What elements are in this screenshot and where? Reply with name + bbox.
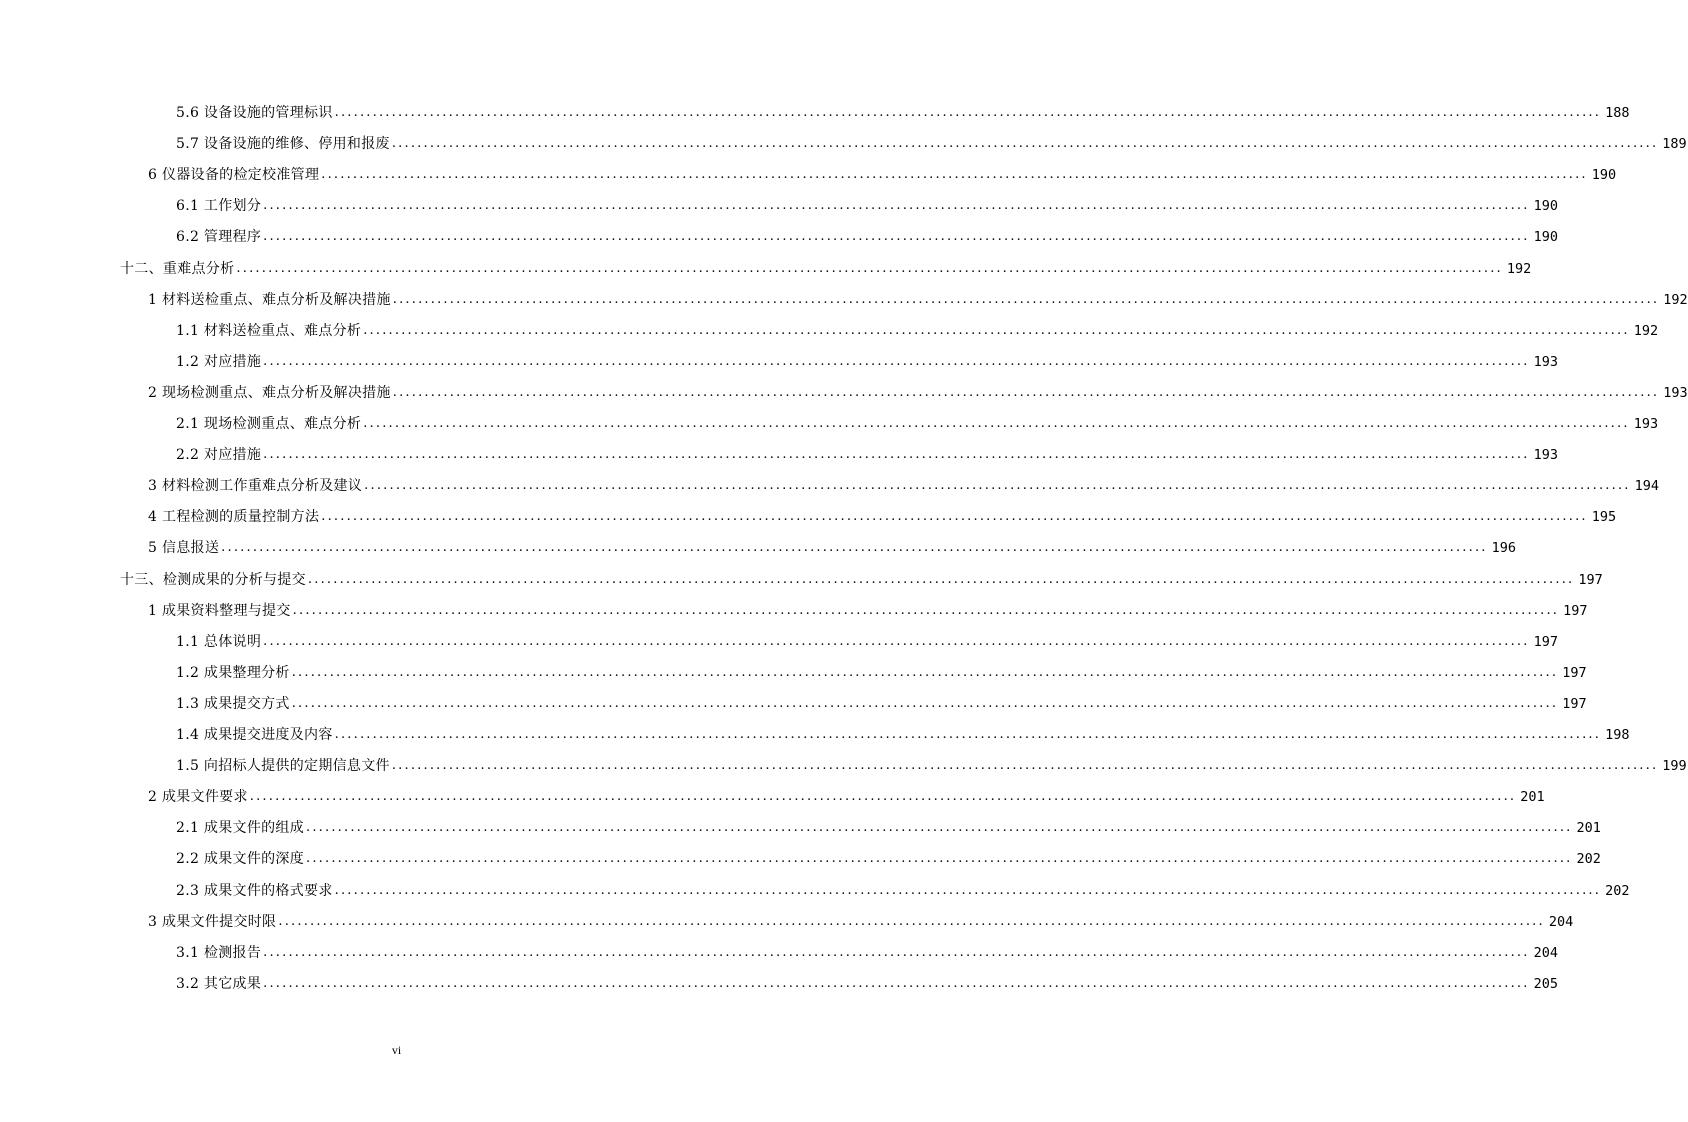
toc-dot-leader: ........................................................................................................................................................................................................ <box>363 322 1630 338</box>
toc-entry[interactable] <box>176 691 1587 713</box>
toc-entry-page-number: 196 <box>1491 540 1517 557</box>
toc-entry[interactable] <box>148 504 1617 526</box>
toc-entry-page-number: 189 <box>1662 136 1687 153</box>
toc-entry[interactable] <box>176 100 1630 122</box>
toc-entry-title: 1.4 成果提交进度及内容 <box>176 727 333 743</box>
toc-entry-page-number: 192 <box>1633 322 1659 339</box>
toc-dot-leader: ........................................................................................................................................................................................................ <box>364 478 1631 494</box>
toc-dot-leader: ........................................................................................................................................................................................................ <box>291 664 1559 680</box>
toc-entry[interactable] <box>176 442 1558 464</box>
toc-entry[interactable] <box>148 380 1688 402</box>
toc-entry[interactable] <box>148 909 1574 931</box>
toc-dot-leader: ........................................................................................................................................................................................................ <box>307 571 1575 587</box>
toc-entry[interactable] <box>148 473 1660 495</box>
toc-entry-title: 1.1 总体说明 <box>176 633 262 650</box>
toc-entry-title: 2.1 成果文件的组成 <box>176 820 305 837</box>
toc-entry[interactable] <box>176 349 1558 371</box>
toc-dot-leader: ........................................................................................................................................................................................................ <box>306 820 1573 836</box>
toc-entry-page-number: 197 <box>1562 695 1587 712</box>
toc-entry-title: 5.6 设备设施的管理标识 <box>176 105 333 121</box>
toc-entry-title: 1.3 成果提交方式 <box>176 695 290 712</box>
toc-entry[interactable] <box>176 224 1558 246</box>
toc-entry-title: 2 成果文件要求 <box>148 789 248 806</box>
toc-entry-page-number: 199 <box>1662 758 1687 775</box>
toc-entry-title: 1.1 材料送检重点、难点分析 <box>176 322 362 339</box>
toc-entry-page-number: 204 <box>1533 944 1558 961</box>
toc-dot-leader: ........................................................................................................................................................................................................ <box>221 540 1488 556</box>
toc-dot-leader: ........................................................................................................................................................................................................ <box>391 136 1659 152</box>
toc-dot-leader: ........................................................................................................................................................................................................ <box>392 291 1660 307</box>
toc-entry-title: 十二、重难点分析 <box>120 260 235 277</box>
toc-entry-page-number: 202 <box>1605 882 1630 899</box>
toc-dot-leader: ........................................................................................................................................................................................................ <box>263 633 1530 649</box>
toc-entry-page-number: 193 <box>1633 416 1659 432</box>
toc-dot-leader: ........................................................................................................................................................................................................ <box>363 416 1630 431</box>
toc-entry[interactable] <box>176 722 1630 744</box>
toc-entry-title: 1.2 成果整理分析 <box>176 664 290 681</box>
toc-entry[interactable] <box>148 535 1517 557</box>
toc-entry-page-number: 188 <box>1605 105 1630 121</box>
toc-entry[interactable] <box>176 131 1687 153</box>
toc-dot-leader: ........................................................................................................................................................................................................ <box>321 167 1588 183</box>
toc-entry-title: 3.1 检测报告 <box>176 944 262 961</box>
toc-entry-title: 十三、检测成果的分析与提交 <box>120 571 306 588</box>
toc-dot-leader: ........................................................................................................................................................................................................ <box>263 447 1530 463</box>
toc-dot-leader: ........................................................................................................................................................................................................ <box>278 913 1545 929</box>
toc-entry[interactable] <box>176 629 1558 651</box>
toc-entry-title: 4 工程检测的质量控制方法 <box>148 509 320 526</box>
toc-entry[interactable] <box>176 846 1601 868</box>
toc-entry-page-number: 192 <box>1663 291 1688 308</box>
toc-entry-title: 2.1 现场检测重点、难点分析 <box>176 416 362 432</box>
toc-entry-page-number: 195 <box>1591 509 1617 526</box>
toc-dot-leader: ........................................................................................................................................................................................................ <box>263 353 1530 369</box>
toc-entry-page-number: 194 <box>1634 478 1660 495</box>
toc-entry-page-number: 190 <box>1591 167 1617 184</box>
toc-entry-page-number: 193 <box>1533 447 1558 464</box>
toc-entry-title: 3.2 其它成果 <box>176 975 262 992</box>
toc-entry[interactable] <box>148 784 1545 806</box>
toc-entry[interactable] <box>120 567 1603 589</box>
toc-entry-page-number: 205 <box>1533 975 1558 992</box>
toc-entry[interactable] <box>176 411 1659 433</box>
toc-entry[interactable] <box>120 256 1532 278</box>
toc-entry-title: 1.2 对应措施 <box>176 353 262 370</box>
toc-entry-page-number: 204 <box>1548 913 1574 930</box>
toc-dot-leader: ........................................................................................................................................................................................................ <box>236 260 1503 276</box>
toc-dot-leader: ........................................................................................................................................................................................................ <box>263 198 1530 214</box>
toc-entry-page-number: 193 <box>1663 384 1688 401</box>
toc-entry-page-number: 193 <box>1533 353 1558 370</box>
toc-entry[interactable] <box>148 162 1617 184</box>
toc-entry-title: 2.3 成果文件的格式要求 <box>176 882 333 899</box>
toc-dot-leader: ........................................................................................................................................................................................................ <box>263 944 1530 960</box>
toc-entry[interactable] <box>176 193 1558 215</box>
toc-entry[interactable] <box>176 753 1687 775</box>
toc-dot-leader: ........................................................................................................................................................................................................ <box>334 105 1602 120</box>
toc-entry-page-number: 197 <box>1533 633 1558 650</box>
toc-entry[interactable] <box>176 660 1587 682</box>
toc-entry-title: 2 现场检测重点、难点分析及解决措施 <box>148 384 391 401</box>
toc-entry-page-number: 197 <box>1562 664 1587 681</box>
toc-entry[interactable] <box>176 940 1558 962</box>
toc-dot-leader: ........................................................................................................................................................................................................ <box>291 695 1559 711</box>
toc-dot-leader: ........................................................................................................................................................................................................ <box>391 758 1659 774</box>
toc-entry-page-number: 201 <box>1520 789 1545 806</box>
page-number-footer: vi <box>391 1043 402 1057</box>
toc-dot-leader: ........................................................................................................................................................................................................ <box>392 384 1660 400</box>
toc-entry-title: 2.2 对应措施 <box>176 447 262 464</box>
toc-entry-page-number: 201 <box>1576 820 1601 837</box>
toc-entry-title: 3 成果文件提交时限 <box>148 913 277 930</box>
toc-dot-leader: ........................................................................................................................................................................................................ <box>334 882 1602 898</box>
toc-entry-title: 6.2 管理程序 <box>176 229 262 246</box>
toc-dot-leader: ........................................................................................................................................................................................................ <box>249 789 1517 805</box>
toc-entry[interactable] <box>176 815 1601 837</box>
toc-dot-leader: ........................................................................................................................................................................................................ <box>263 229 1530 245</box>
toc-dot-leader: ........................................................................................................................................................................................................ <box>334 727 1602 742</box>
toc-entry[interactable] <box>176 318 1659 340</box>
toc-dot-leader: ........................................................................................................................................................................................................ <box>263 975 1530 991</box>
toc-entry-title: 6 仪器设备的检定校准管理 <box>148 167 320 184</box>
toc-dot-leader: ........................................................................................................................................................................................................ <box>306 851 1573 867</box>
toc-dot-leader: ........................................................................................................................................................................................................ <box>321 509 1588 525</box>
toc-entry-page-number: 198 <box>1605 727 1630 743</box>
toc-entry-title: 1.5 向招标人提供的定期信息文件 <box>176 758 390 775</box>
toc-entry-title: 6.1 工作划分 <box>176 198 262 215</box>
toc-entry-page-number: 197 <box>1578 571 1603 588</box>
toc-entry-title: 5 信息报送 <box>148 540 220 557</box>
toc-entry[interactable] <box>148 598 1588 620</box>
toc-entry-page-number: 190 <box>1533 198 1558 215</box>
toc-entry-title: 1 材料送检重点、难点分析及解决措施 <box>148 291 391 308</box>
toc-entry-page-number: 197 <box>1563 602 1588 619</box>
toc-entry-title: 1 成果资料整理与提交 <box>148 602 291 619</box>
toc-entry[interactable] <box>176 878 1630 900</box>
toc-entry-page-number: 192 <box>1506 260 1532 277</box>
toc-entry[interactable] <box>148 287 1688 309</box>
toc-entry-page-number: 202 <box>1576 851 1601 868</box>
toc-dot-leader: ........................................................................................................................................................................................................ <box>292 602 1560 618</box>
toc-entry-title: 3 材料检测工作重难点分析及建议 <box>148 478 363 495</box>
toc-entry-title: 5.7 设备设施的维修、停用和报废 <box>176 136 390 153</box>
toc-entry-title: 2.2 成果文件的深度 <box>176 851 305 868</box>
toc-entry-page-number: 190 <box>1533 229 1558 246</box>
toc-entry[interactable] <box>176 971 1558 993</box>
